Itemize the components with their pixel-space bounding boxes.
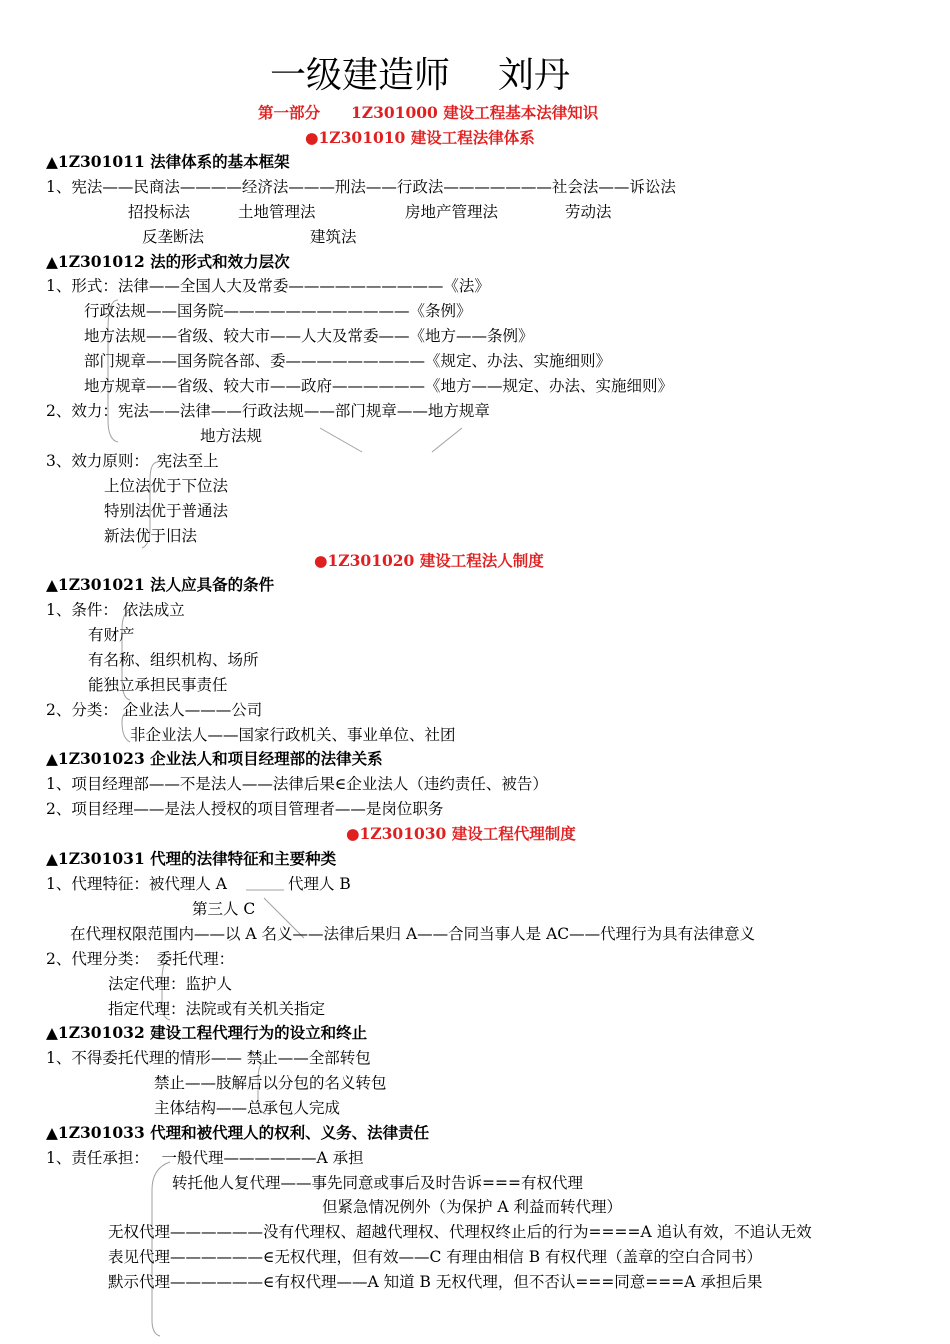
text-line: 3、效力原则： 宪法至上 xyxy=(46,452,219,470)
text-line: 2、分类： 企业法人———公司 xyxy=(46,701,263,719)
section-heading-1033: ▲1Z301033 代理和被代理人的权利、义务、法律责任 xyxy=(46,1123,430,1142)
section-heading-1012: ▲1Z301012 法的形式和效力层次 xyxy=(46,252,290,271)
text-line: 有财产 xyxy=(88,626,135,644)
text-line: 代理人 B xyxy=(288,875,351,893)
chapter-heading-3: ●1Z301030 建设工程代理制度 xyxy=(346,824,576,843)
text-line: 主体结构——总承包人完成 xyxy=(154,1099,341,1117)
text-line: 无权代理——————没有代理权、超越代理权、代理权终止后的行为====A 追认有效，不追认无效 xyxy=(108,1223,812,1241)
text-line: 非企业法人——国家行政机关、事业单位、社团 xyxy=(130,726,456,744)
text-line: 反垄断法 xyxy=(142,228,205,246)
connector-1012-a xyxy=(320,428,362,452)
text-line: 地方法规 xyxy=(200,427,263,445)
text-line: 法定代理：监护人 xyxy=(108,975,233,993)
text-line: 部门规章——国务院各部、委—————————《规定、办法、实施细则》 xyxy=(84,352,612,370)
text-line: 地方规章——省级、较大市——政府——————《地方——规定、办法、实施细则》 xyxy=(84,377,674,395)
text-line: 1、形式：法律——全国人大及常委——————————《法》 xyxy=(46,277,490,295)
text-line: 土地管理法 xyxy=(238,203,316,221)
text-line: 2、项目经理——是法人授权的项目管理者——是岗位职务 xyxy=(46,800,444,818)
text-line: 表见代理——————∈无权代理，但有效——C 有理由相信 B 有权代理（盖章的空白合同书） xyxy=(108,1248,763,1266)
text-line: 在代理权限范围内——以 A 名义——法律后果归 A——合同当事人是 AC——代理行为具有法律意义 xyxy=(70,925,756,943)
text-line: 1、责任承担： 一般代理——————A 承担 xyxy=(46,1149,364,1167)
text-line: 上位法优于下位法 xyxy=(104,477,229,495)
text-line: 转托他人复代理——事先同意或事后及时告诉===有权代理 xyxy=(172,1174,583,1192)
text-line: 2、效力：宪法——法律——行政法规——部门规章——地方规章 xyxy=(46,402,490,420)
text-line: 特别法优于普通法 xyxy=(104,502,229,520)
text-line: 指定代理：法院或有关机关指定 xyxy=(108,1000,326,1018)
text-line: 能独立承担民事责任 xyxy=(88,676,228,694)
text-line: 1、代理特征：被代理人 A xyxy=(46,875,227,893)
text-line: 有名称、组织机构、场所 xyxy=(88,651,259,669)
text-line: 招投标法 xyxy=(128,203,191,221)
text-line: 2、代理分类： 委托代理： xyxy=(46,950,235,968)
part-heading: 第一部分 1Z301000 建设工程基本法律知识 xyxy=(258,103,599,122)
text-line: 1、项目经理部——不是法人——法律后果∈企业法人（违约责任、被告） xyxy=(46,775,548,793)
section-heading-1032: ▲1Z301032 建设工程代理行为的设立和终止 xyxy=(46,1023,368,1042)
text-line: 新法优于旧法 xyxy=(104,527,198,545)
text-line: 地方法规——省级、较大市——人大及常委——《地方——条例》 xyxy=(84,327,534,345)
text-line: 行政法规——国务院————————————《条例》 xyxy=(84,302,472,320)
chapter-heading-1: ●1Z301010 建设工程法律体系 xyxy=(305,128,535,147)
text-line: 劳动法 xyxy=(565,203,612,221)
text-line: 默示代理——————∈有权代理——A 知道 B 无权代理，但不否认===同意===A 承担后果 xyxy=(108,1273,763,1291)
section-heading-1031: ▲1Z301031 代理的法律特征和主要种类 xyxy=(46,849,337,868)
text-line: 禁止——肢解后以分包的名义转包 xyxy=(154,1074,387,1092)
text-line: 1、条件： 依法成立 xyxy=(46,601,185,619)
section-heading-1023: ▲1Z301023 企业法人和项目经理部的法律关系 xyxy=(46,749,383,768)
text-line: 但紧急情况例外（为保护 A 利益而转代理） xyxy=(322,1198,623,1216)
section-heading-1011: ▲1Z301011 法律体系的基本框架 xyxy=(46,152,290,171)
section-heading-1021: ▲1Z301021 法人应具备的条件 xyxy=(46,575,275,594)
doc-author: 刘丹 xyxy=(498,55,571,96)
chapter-heading-2: ●1Z301020 建设工程法人制度 xyxy=(314,551,544,570)
text-line: 第三人 C xyxy=(192,900,256,918)
connector-1012-b xyxy=(432,428,462,452)
text-line: 建筑法 xyxy=(310,228,357,246)
text-line: 房地产管理法 xyxy=(405,203,499,221)
doc-title: 一级建造师 xyxy=(270,55,451,96)
text-line: 1、不得委托代理的情形—— 禁止——全部转包 xyxy=(46,1049,371,1067)
text-line: 1、宪法——民商法————经济法———刑法——行政法———————社会法——诉讼法 xyxy=(46,178,676,196)
